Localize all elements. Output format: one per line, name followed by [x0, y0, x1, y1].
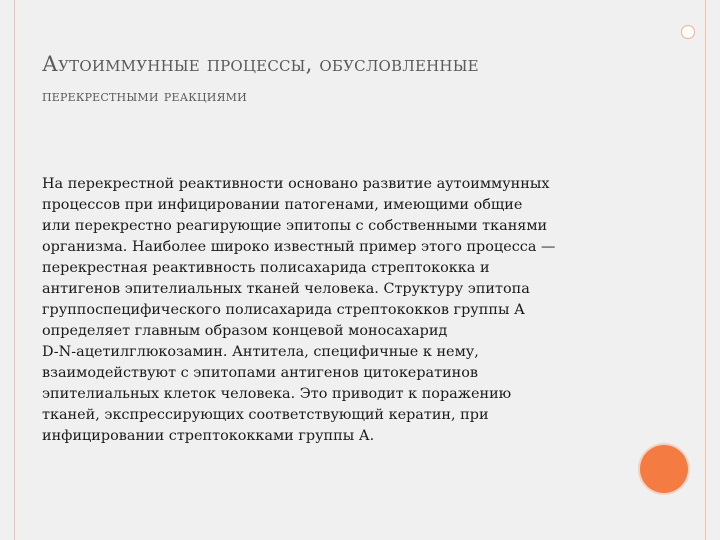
body-line: На перекрестной реактивности основано развитие аутоиммунных	[42, 176, 550, 192]
body-line: группоспецифического полисахарида стрептококков группы А	[42, 302, 525, 318]
body-line: или перекрестно реагирующие эпитопы с собственными тканями	[42, 218, 548, 234]
body-line: D-N-ацетилглюкозамин. Антитела, специфичные к нему,	[42, 344, 479, 360]
decorative-small-circle	[681, 25, 695, 39]
body-line: тканей, экспрессирующих соответствующий кератин, при	[42, 407, 489, 423]
body-line: антигенов эпителиальных тканей человека. Структуру эпитопа	[42, 281, 530, 297]
body-line: перекрестная реактивность полисахарида стрептококка и	[42, 260, 490, 276]
body-line: взаимодействуют с эпитопами антигенов цитокератинов	[42, 365, 479, 381]
slide-body-paragraph	[42, 174, 634, 447]
left-border-line	[14, 0, 15, 540]
right-border-line	[705, 0, 706, 540]
slide-title-line-2: перекрестными реакциями	[42, 86, 247, 105]
body-line: определяет главным образом концевой моносахарид	[42, 323, 448, 339]
body-line: процессов при инфицировании патогенами, имеющими общие	[42, 197, 523, 213]
body-line: организма. Наиболее широко известный пример этого процесса —	[42, 239, 556, 255]
slide-title	[42, 48, 682, 112]
body-line: инфицировании стрептококками группы А.	[42, 428, 375, 444]
decorative-orange-circle	[640, 445, 688, 493]
body-line: эпителиальных клеток человека. Это приводит к поражению	[42, 386, 512, 402]
slide-title-line-1: Аутоиммунные процессы, обусловленные	[42, 52, 479, 76]
